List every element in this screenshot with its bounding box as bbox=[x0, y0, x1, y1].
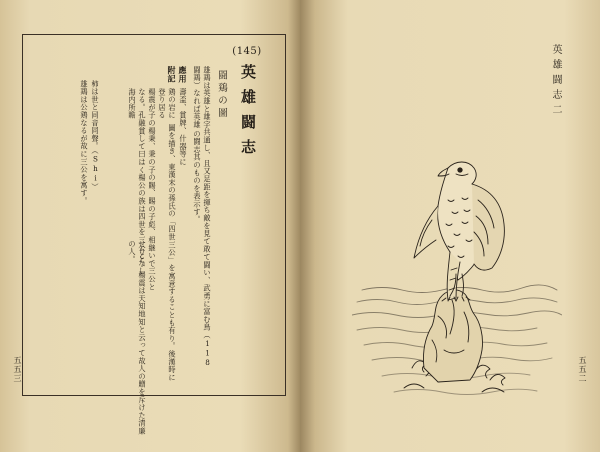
note-line-2: 登り居る bbox=[158, 88, 167, 120]
note-line-8: の人。 bbox=[128, 240, 137, 264]
extra-line-1: 柿は世と同音同聲。（Shi） bbox=[91, 80, 100, 191]
note-line-4: 楊震が子の楊秉、秉の子の賜、賜の子彪、相継いで三公と bbox=[148, 88, 157, 291]
entry-number: (145) bbox=[232, 46, 262, 57]
page-number-right: 五五二 bbox=[578, 356, 587, 383]
use-text: 壽盃、賞牌、什器等に bbox=[179, 88, 188, 166]
note-line-7: せりと。楊震は天知地知と云って故人の贈を斥けた清廉 bbox=[138, 240, 147, 435]
use-heading: 應用 bbox=[178, 66, 188, 84]
note-line-3: 圖を描き、東漢末の孫氏の「四世三公」を寓意することも有り。後漢時に bbox=[168, 124, 177, 382]
page-title: 英雄闘志 bbox=[239, 64, 257, 164]
note-line-6: 海内所瞻 bbox=[128, 88, 137, 120]
note-line-5: なる。孔融賞して曰はく楊公の族は四世を三公となし bbox=[138, 88, 147, 276]
illustration-caption: 英雄闘志二 bbox=[550, 44, 561, 119]
body-line-3: の闘志其のものを表示す。 bbox=[193, 130, 202, 224]
page-number-left: 五五三 bbox=[13, 356, 22, 383]
body-line-1: 雄鶏は英雄と雄字共通し、且又足距を揮ち敵を見て敢て闘い、武勇に富む鳥（118 bbox=[203, 66, 212, 368]
page-subtitle: 闘鶏の圖 bbox=[216, 70, 227, 120]
note-line-1: 鶏の岩に bbox=[168, 88, 177, 120]
extra-line-2: 雄鶏は公鶏なるが故に三公を寓す。 bbox=[80, 80, 89, 205]
falcon-on-rock-illustration bbox=[352, 140, 562, 420]
note-heading: 附記 bbox=[167, 66, 177, 84]
body-line-2: 闘鶏）なれば英雄 bbox=[193, 66, 202, 129]
